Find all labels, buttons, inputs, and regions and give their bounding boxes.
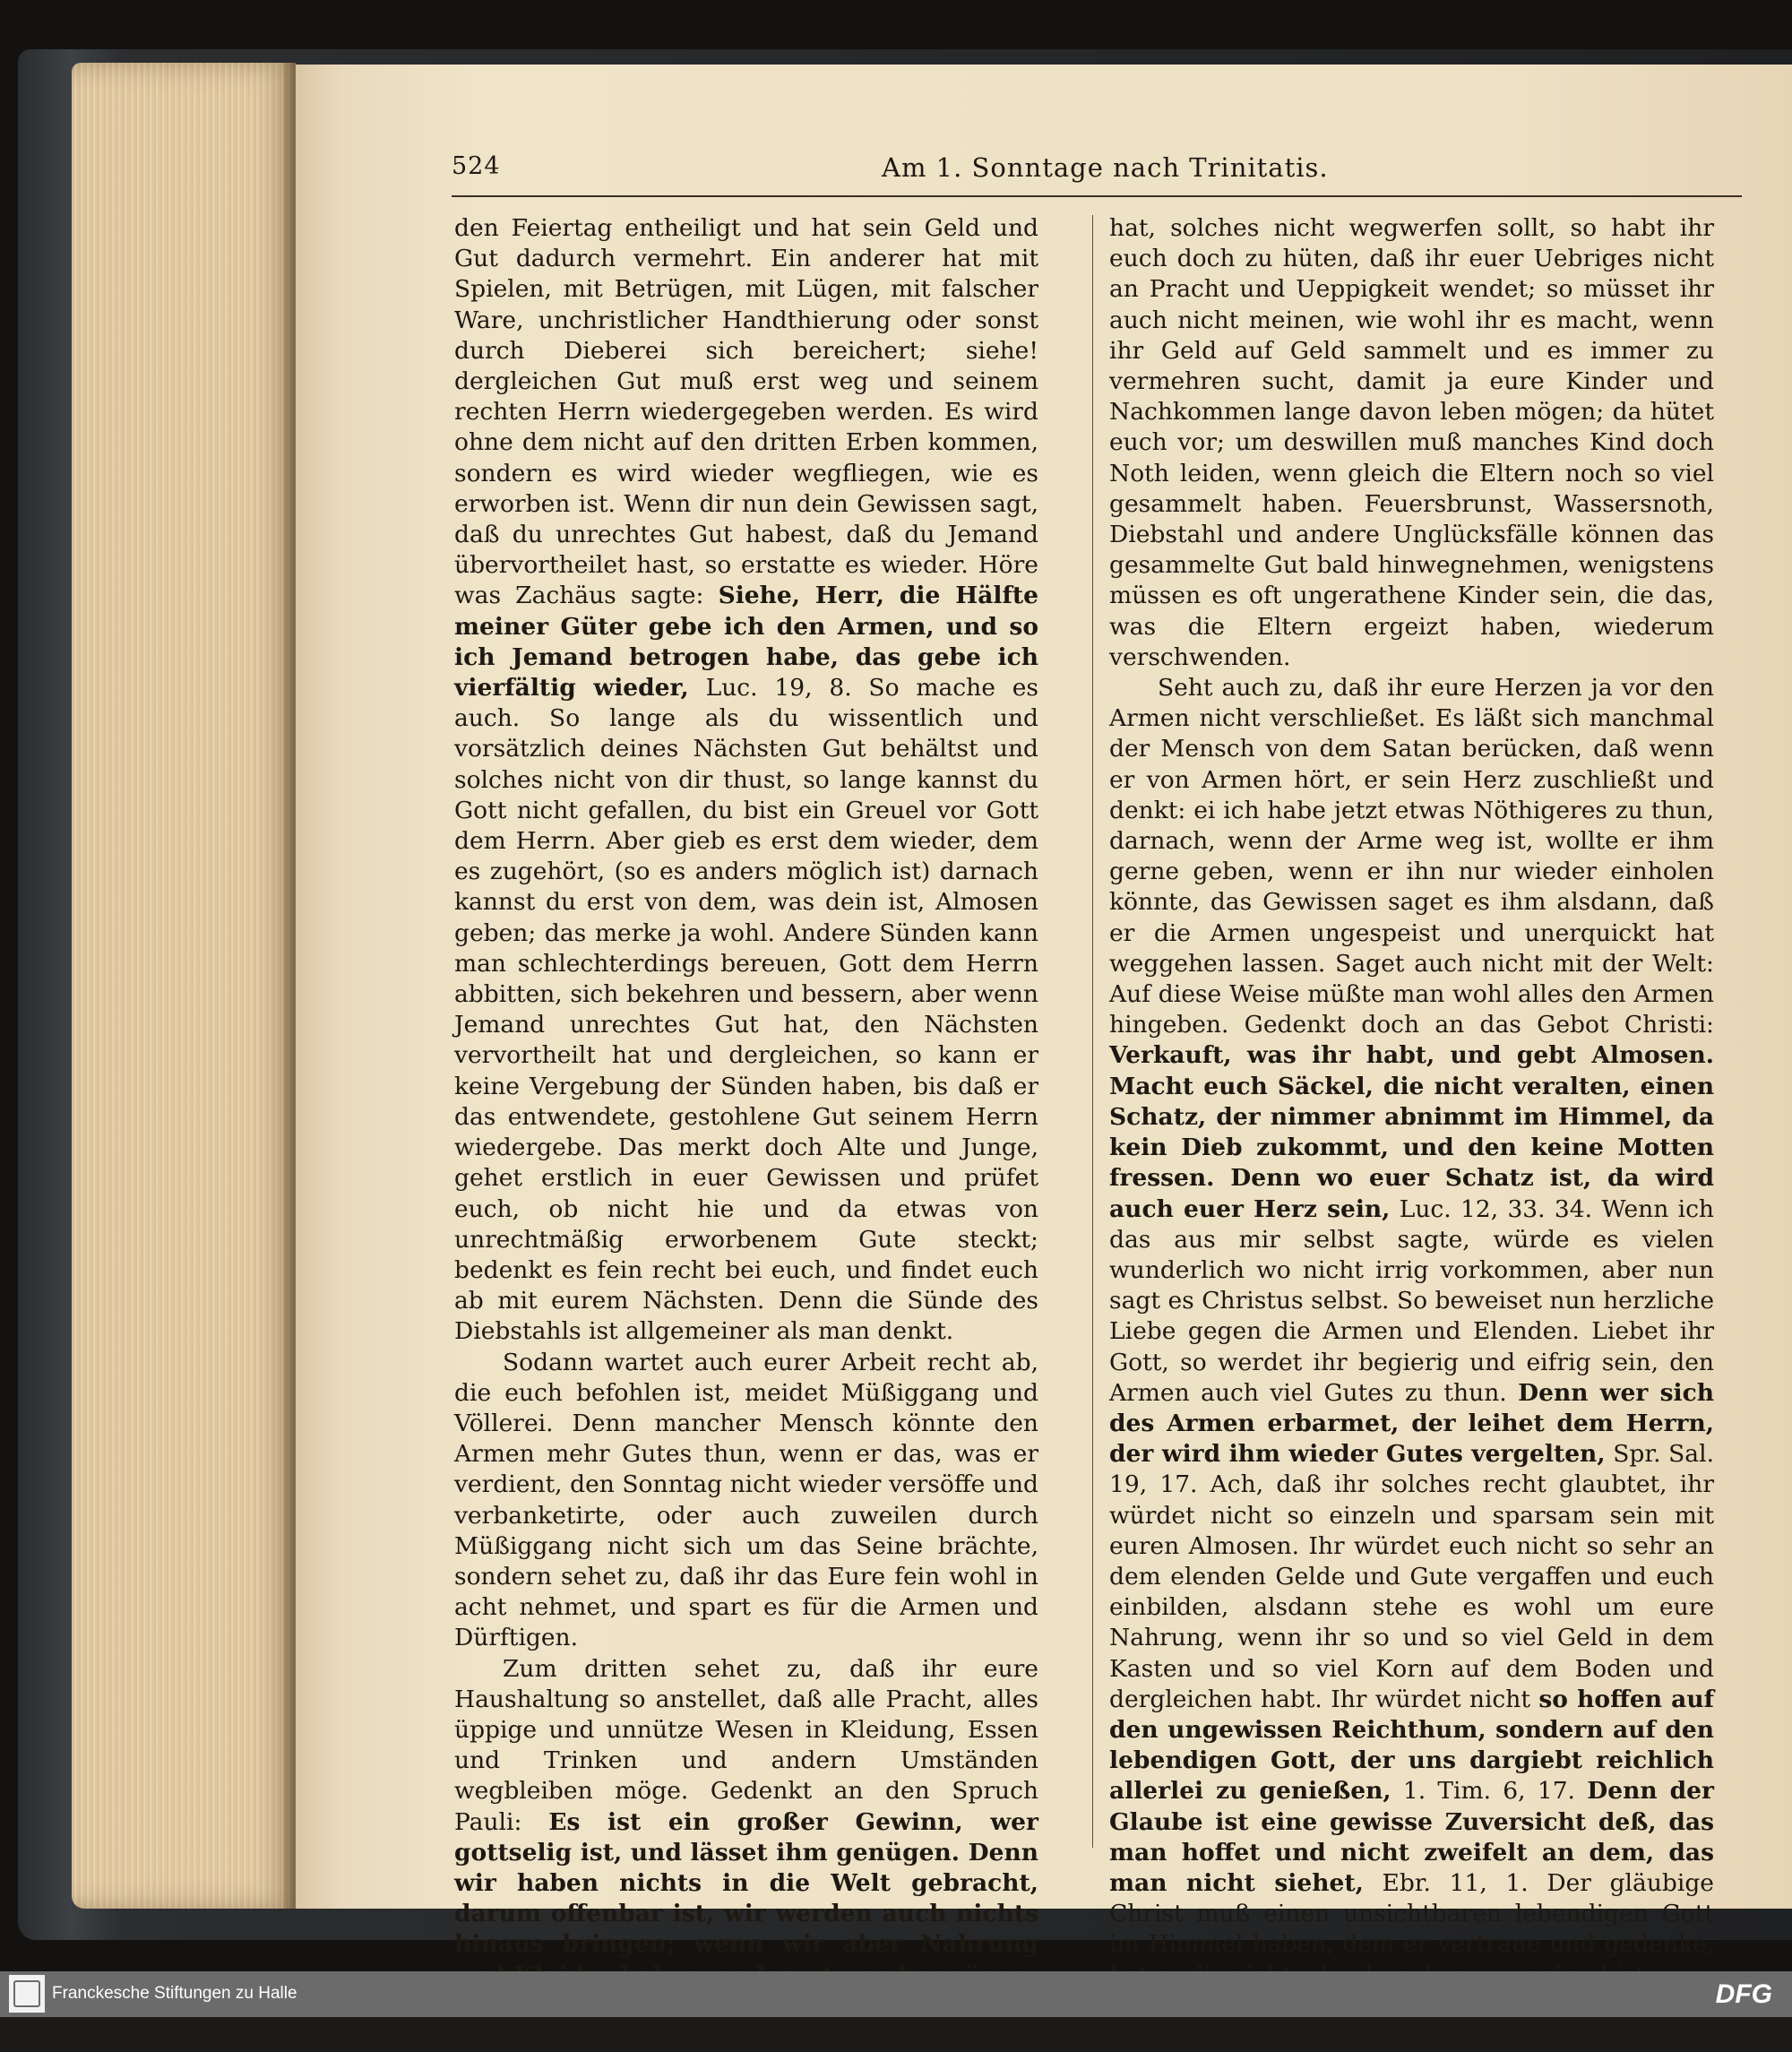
viewer-footer: [0, 1971, 1792, 2017]
body-text: Spr. Sal. 19, 17. Ach, daß ihr solches recht glaubtet, ihr würdet nicht so einzeln und sparsam sein mit euren Almosen. Ihr würdet euch nicht so sehr an dem elenden Gelde und Gute vergaffen und euch einbilden, alsdann stehe es wohl um eure Nahrung, wenn ihr so und so viel Geld in dem Kasten und so viel Korn auf dem Boden und dergleichen habt. Ihr würdet nicht: [1109, 1440, 1714, 1713]
header-rule: [452, 195, 1742, 197]
paragraph: [1109, 673, 1714, 1991]
body-text: Luc. 12, 33. 34. Wenn ich das aus mir selbst sagte, würde es vielen wunderlich wo nicht irrig vorkommen, aber nun sagt es Christus selbst. So beweiset nun herzliche Liebe gegen die Armen und Elenden. Liebet ihr Gott, so werdet ihr begierig und eifrig sein, den Armen auch viel Gutes zu thun.: [1109, 1194, 1714, 1407]
page-header: [452, 152, 1742, 194]
body-text: hat, solches nicht wegwerfen sollt, so habt ihr euch doch zu hüten, daß ihr euer Uebriges nicht an Pracht und Ueppigkeit wendet; so müsset ihr auch nicht meinen, wie wohl ihr es macht, wenn ihr Geld auf Geld sammelt und es immer zu vermehren sucht, damit ja eure Kinder und Nachkommen lange davon leben mögen; da hütet euch vor; um deswillen muß manches Kind doch Noth leiden, wenn gleich die Eltern noch so viel gesammelt haben. Feuersbrunst, Wassersnoth, Diebstahl und andere Unglücksfälle können das gesammelte Gut bald hinwegnehmen, wenigstens müssen es oft ungerathene Kinder sein, die das, was die Eltern ergeizt haben, wiederum verschwenden.: [1109, 214, 1714, 671]
body-text: Seht auch zu, daß ihr eure Herzen ja vor den Armen nicht verschließet. Es läßt sich manchmal der Mensch von dem Satan berücken, daß wenn er von Armen hört, er sein Herz zuschließt und denkt: ei ich habe jetzt etwas Nöthigeres zu thun, darnach, wenn der Arme weg ist, wollte er ihm gerne geben, wenn er ihn nur wieder einholen könnte, das Gewissen saget es ihm alsdann, daß er die Armen ungespeist und unerquickt hat weggehen lassen. Saget auch nicht mit der Welt: Auf diese Weise müßte man wohl alles den Armen hingeben. Gedenkt doch an das Gebot Christi:: [1109, 674, 1714, 1039]
bible-quote: Denn der Glaube ist eine gewisse Zuversicht deß, das man hoffet und nicht zweifelt an dem, das man nicht siehet,: [1109, 1777, 1714, 1897]
right-text-column: [1109, 213, 1714, 1991]
left-text-column: [454, 213, 1038, 2052]
body-text: Sodann wartet auch eurer Arbeit recht ab, die euch befohlen ist, meidet Müßiggang und Völlerei. Denn mancher Mensch könnte den Armen mehr Gutes thun, wenn er das, was er verdient, den Sonntag nicht wieder versöffe und verbanketirte, oder auch zuweilen durch Müßiggang nicht sich um das Seine brächte, sondern sehet zu, daß ihr das Eure fein wohl in acht nehmet, und spart es für die Armen und Dürftigen.: [454, 1348, 1038, 1652]
page-edges: [72, 63, 296, 1909]
running-title: Am 1. Sonntage nach Trinitatis.: [882, 152, 1329, 183]
body-text: Ebr. 11, 1. Der gläubige Christ muß einen unsichtbaren lebendigen Gott im Himmel haben, dem er vertraue und gedenke,: [1109, 1868, 1714, 1959]
body-text: Zum dritten sehet zu, daß ihr eure Haushaltung so anstellet, daß alle Pracht, alles üppige und unnütze Wesen in Kleidung, Essen und Trinken und andern Umständen wegbleiben möge. Gedenkt an den Spruch Pauli:: [454, 1654, 1038, 1836]
body-text: Luc. 19, 8. So mache es auch. So lange als du wissentlich und vorsätzlich deines Nächsten Gut behältst und solches nicht von dir thust, so lange kannst du Gott nicht gefallen, du bist ein Greuel vor Gott dem Herrn. Aber gieb es erst dem wieder, dem es zugehört, (so es anders möglich ist) darnach kannst du erst von dem, was dein ist, Almosen geben; das merke ja wohl. Andere Sünden kann man schlechterdings bereuen, Gott dem Herrn abbitten, sich bekehren und bessern, aber wenn Jemand unrechtes Gut hat, den Nächsten vervortheilt hat und dergleichen, so kann er keine Vergebung der Sünden haben, bis daß er das entwendete, gestohlene Gut seinem Herrn wiedergebe. Das merkt doch Alte und Junge, gehet erstlich in euer Gewissen und prüfet euch, ob nicht hie und da etwas von unrechtmäßig erworbenem Gute steckt; bedenkt es fein recht bei euch, und findet euch ab mit eurem Nächsten. Denn die Sünde des Diebstahls ist allgemeiner als man denkt.: [454, 674, 1038, 1346]
paragraph: [454, 213, 1038, 1348]
body-text: Gott ein mehreres gegeben: [454, 2022, 785, 2050]
paragraph: [1109, 213, 1714, 673]
institution-link[interactable]: Franckesche Stiftungen zu Halle: [52, 1984, 297, 2003]
body-text: den Feiertag entheiligt und hat sein Geld und Gut dadurch vermehrt. Ein anderer hat mit Spielen, mit Betrügen, mit Lügen, mit falscher Ware, unchristlicher Handthierung oder sonst durch Dieberei sich bereichert; siehe! dergleichen Gut muß erst weg und seinem rechten Herrn wiedergegeben werden. Es wird ohne dem nicht auf den dritten Erben kommen, sondern es wird wieder wegfliegen, wie es erworben ist. Wenn dir nun dein Gewissen sagt, daß du unrechtes Gut habest, daß du Jemand übervortheilet hast, so erstatte es wieder. Höre was Zachäus sagte:: [454, 214, 1038, 610]
bible-quote: Denn wer sich des Armen erbarmet, der leihet dem Herrn, der wird ihm wieder Gutes vergelten,: [1109, 1378, 1714, 1469]
bible-quote: Es ist ein großer Gewinn, wer gottselig ist, und lässet ihm genügen. Denn wir haben nichts in die Welt gebracht, darum offenbar ist, wir werden auch nichts hinaus bringen; wenn wir aber Nahrung: [454, 1807, 1038, 1959]
page-number: 524: [452, 152, 501, 180]
bible-quote: Siehe, Herr, die Hälfte meiner Güter gebe ich den Armen, und so ich Jemand betrogen habe, das gebe ich vierfältig wieder,: [454, 582, 1038, 703]
bible-quote: Verkauft, was ihr habt, und gebt Almosen. Macht euch Säckel, die nicht veralten, einen Schatz, der nimmer abnimmt im Himmel, da kein Dieb zukommt, und den keine Motten fressen. Denn wo euer Schatz ist, da wird auch euer Herz sein,: [1109, 1041, 1714, 1223]
paragraph: [454, 1348, 1038, 1654]
francke-foundation-logo-icon[interactable]: [9, 1975, 45, 2013]
bible-quote: so hoffen auf den ungewissen Reichthum, sondern auf den lebendigen Gott, der uns dargiebt reichlich allerlei zu genießen,: [1109, 1685, 1714, 1806]
body-text: 1. Tim. 6, 17.: [1402, 1777, 1575, 1806]
dfg-logo[interactable]: DFG: [1715, 1979, 1772, 2009]
column-divider: [1092, 215, 1093, 1848]
